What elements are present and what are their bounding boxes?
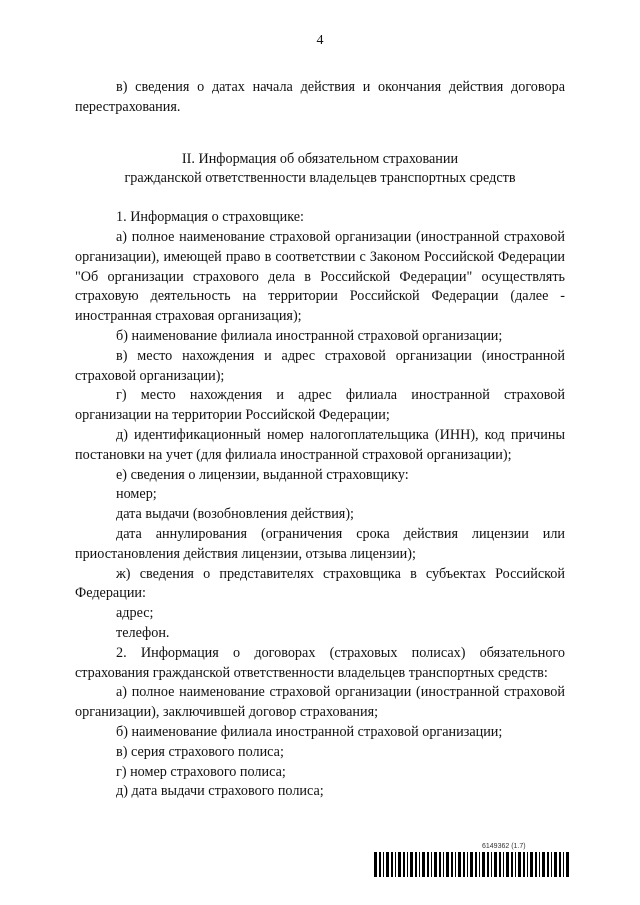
paragraph: дата выдачи (возобновления действия);: [116, 506, 354, 523]
document-code: 6149362 (1.7): [482, 843, 526, 850]
page-number: 4: [316, 33, 324, 48]
paragraph: телефон.: [116, 624, 170, 641]
paragraph: 2. Информация о договорах (страховых полисах) обязательного страхования гражданской ответственности владельцев транспортных средств:: [75, 644, 565, 681]
paragraph: ж) сведения о представителях страховщика в субъектах Российской Федерации:: [75, 565, 565, 602]
paragraph: д) дата выдачи страхового полиса;: [116, 783, 324, 800]
paragraph: номер;: [116, 486, 157, 503]
paragraph: дата аннулирования (ограничения срока действия лицензии или приостановления действия лицензии, отзыва лицензии);: [75, 525, 565, 562]
paragraph: б) наименование филиала иностранной страховой организации;: [116, 327, 503, 344]
paragraph: адрес;: [116, 605, 154, 622]
paragraph: б) наименование филиала иностранной страховой организации;: [116, 723, 503, 740]
barcode-icon: [374, 852, 570, 877]
intro-paragraph: в) сведения о датах начала действия и окончания действия договора перестрахования.: [75, 79, 565, 115]
paragraph: в) место нахождения и адрес страховой организации (иностранной страховой организации);: [75, 347, 565, 384]
paragraph: е) сведения о лицензии, выданной страховщику:: [116, 466, 409, 483]
paragraph: а) полное наименование страховой организации (иностранной страховой организации), имеющей право в соответствии с Законом Российской Федерации "Об организации страхового дела в Российской Федерации" осуществлять страховую деятельность на территории Российской Федерации (далее - иностранная страховая организация);: [75, 228, 565, 325]
paragraph: д) идентификационный номер налогоплательщика (ИНН), код причины постановки на учет (для филиала иностранной страховой организации);: [75, 426, 565, 463]
paragraph: г) место нахождения и адрес филиала иностранной страховой организации на территории Российской Федерации;: [75, 387, 565, 424]
section-heading: [75, 150, 565, 190]
document-body: [75, 78, 565, 802]
section-heading-line-1: II. Информация об обязательном страховании: [181, 150, 459, 167]
section-heading-line-2: гражданской ответственности владельцев транспортных средств: [124, 170, 516, 187]
paragraph: г) номер страхового полиса;: [116, 763, 286, 780]
paragraph: а) полное наименование страховой организации (иностранной страховой организации), заключившей договор страхования;: [75, 684, 565, 721]
paragraph: в) серия страхового полиса;: [116, 743, 284, 760]
paragraph: 1. Информация о страховщике:: [116, 209, 304, 226]
